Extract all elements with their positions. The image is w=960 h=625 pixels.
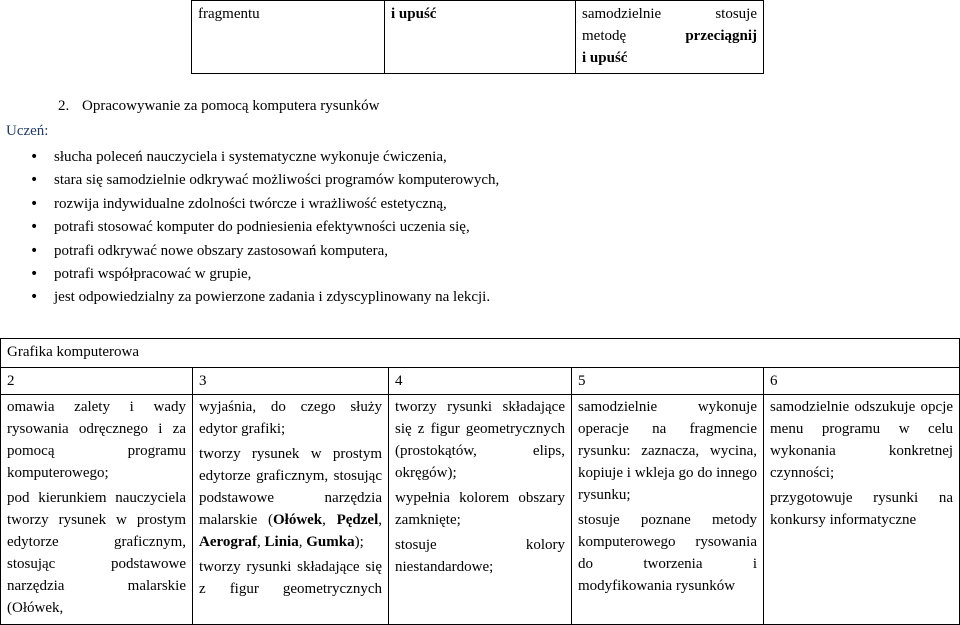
section-heading — [58, 95, 379, 117]
grade-3-cell — [193, 395, 389, 625]
tool-name: Linia — [264, 534, 299, 550]
tool-name: Gumka — [306, 534, 355, 550]
tool-name: Ołówek — [272, 512, 323, 528]
grade-header: 2 — [1, 368, 193, 395]
outcome-item: • stara się samodzielnie odkrywać możliwości programów komputerowych, — [30, 169, 499, 192]
grade-5-cell — [572, 395, 764, 625]
tool-separator: , — [257, 534, 265, 550]
top-table-text-1: fragmentu — [198, 6, 260, 22]
grade-4-text: tworzy rysunki składające się z figur geometrycznych (prostokątów, elips, okręgów); — [395, 399, 565, 481]
student-label: Uczeń: — [6, 123, 49, 139]
grade-3-text: tworzy rysunki składające się z figur geometrycznych — [199, 559, 382, 597]
grade-4-text: stosuje kolory niestandardowe; — [395, 537, 565, 575]
grade-3-text — [199, 443, 382, 553]
top-table-fragment — [191, 0, 764, 74]
tool-name: Pędzel — [336, 512, 379, 528]
grade-header: 6 — [764, 368, 960, 395]
grade-5-text: stosuje poznane metody komputerowego rysowania do tworzenia i modyfikowania rysunków — [578, 512, 757, 594]
grade-6-text: przygotowuje rysunki na konkursy informatyczne — [770, 490, 954, 528]
top-table-text-3b-left: metodę — [582, 28, 627, 44]
tool-separator: , — [322, 512, 337, 528]
top-table-cell-2 — [385, 1, 576, 74]
grading-table — [0, 338, 960, 625]
top-table-text-3c: i upuść — [582, 50, 628, 66]
tool-separator: ); — [354, 534, 364, 550]
table-title: Grafika komputerowa — [7, 344, 140, 360]
outcome-item: • potrafi odkrywać nowe obszary zastosowań komputera, — [30, 240, 499, 263]
grade-3-text: wyjaśnia, do czego służy edytor grafiki; — [199, 399, 382, 437]
section-title: Opracowywanie za pomocą komputera rysunków — [82, 98, 380, 114]
grade-6-cell — [764, 395, 960, 625]
outcome-item: • jest odpowiedzialny za powierzone zadania i zdyscyplinowany na lekcji. — [30, 286, 499, 309]
tool-separator: , — [378, 512, 382, 528]
top-table-text-3b — [582, 25, 757, 47]
tool-separator: , — [298, 534, 307, 550]
outcome-item: • potrafi stosować komputer do podniesienia efektywności uczenia się, — [30, 216, 499, 239]
top-table-text-3b-right: przeciągnij — [685, 28, 757, 44]
grade-header: 4 — [389, 368, 572, 395]
grade-4-cell — [389, 395, 572, 625]
table-title-cell — [1, 339, 960, 368]
top-table-text-2: i upuść — [391, 6, 437, 22]
grade-2-text: pod kierunkiem nauczyciela tworzy rysunek w prostym edytorze graficznym, stosując podstawowe narzędzia malarskie (Ołówek, — [7, 490, 186, 616]
outcome-item: • rozwija indywidualne zdolności twórcze i wrażliwość estetyczną, — [30, 193, 499, 216]
grade-2-text: omawia zalety i wady rysowania odręcznego i za pomocą programu komputerowego; — [7, 399, 186, 481]
outcome-item: • słucha poleceń nauczyciela i systematyczne wykonuje ćwiczenia, — [30, 146, 499, 169]
outcomes-list — [30, 146, 499, 310]
grade-header: 5 — [572, 368, 764, 395]
tool-name: Aerograf — [199, 534, 258, 550]
top-table-cell-1 — [192, 1, 385, 74]
top-table-cell-3 — [576, 1, 764, 74]
outcome-item: • potrafi współpracować w grupie, — [30, 263, 499, 286]
top-table-text-3a: samodzielnie stosuje — [582, 6, 757, 22]
grade-4-text: wypełnia kolorem obszary zamknięte; — [395, 490, 565, 528]
grade-6-text: samodzielnie odszukuje opcje menu programu w celu wykonania konkretnej czynności; — [770, 399, 954, 481]
section-number: 2. — [58, 98, 70, 114]
grade-header: 3 — [193, 368, 389, 395]
grade-5-text: samodzielnie wykonuje operacje na fragmencie rysunku: zaznacza, wycina, kopiuje i wkleja go do innego rysunku; — [578, 399, 757, 503]
grade-3-text-part: tworzy rysunek w prostym edytorze graficznym, stosując podstawowe narzędzia malarskie ( — [199, 446, 382, 528]
grade-2-cell — [1, 395, 193, 625]
